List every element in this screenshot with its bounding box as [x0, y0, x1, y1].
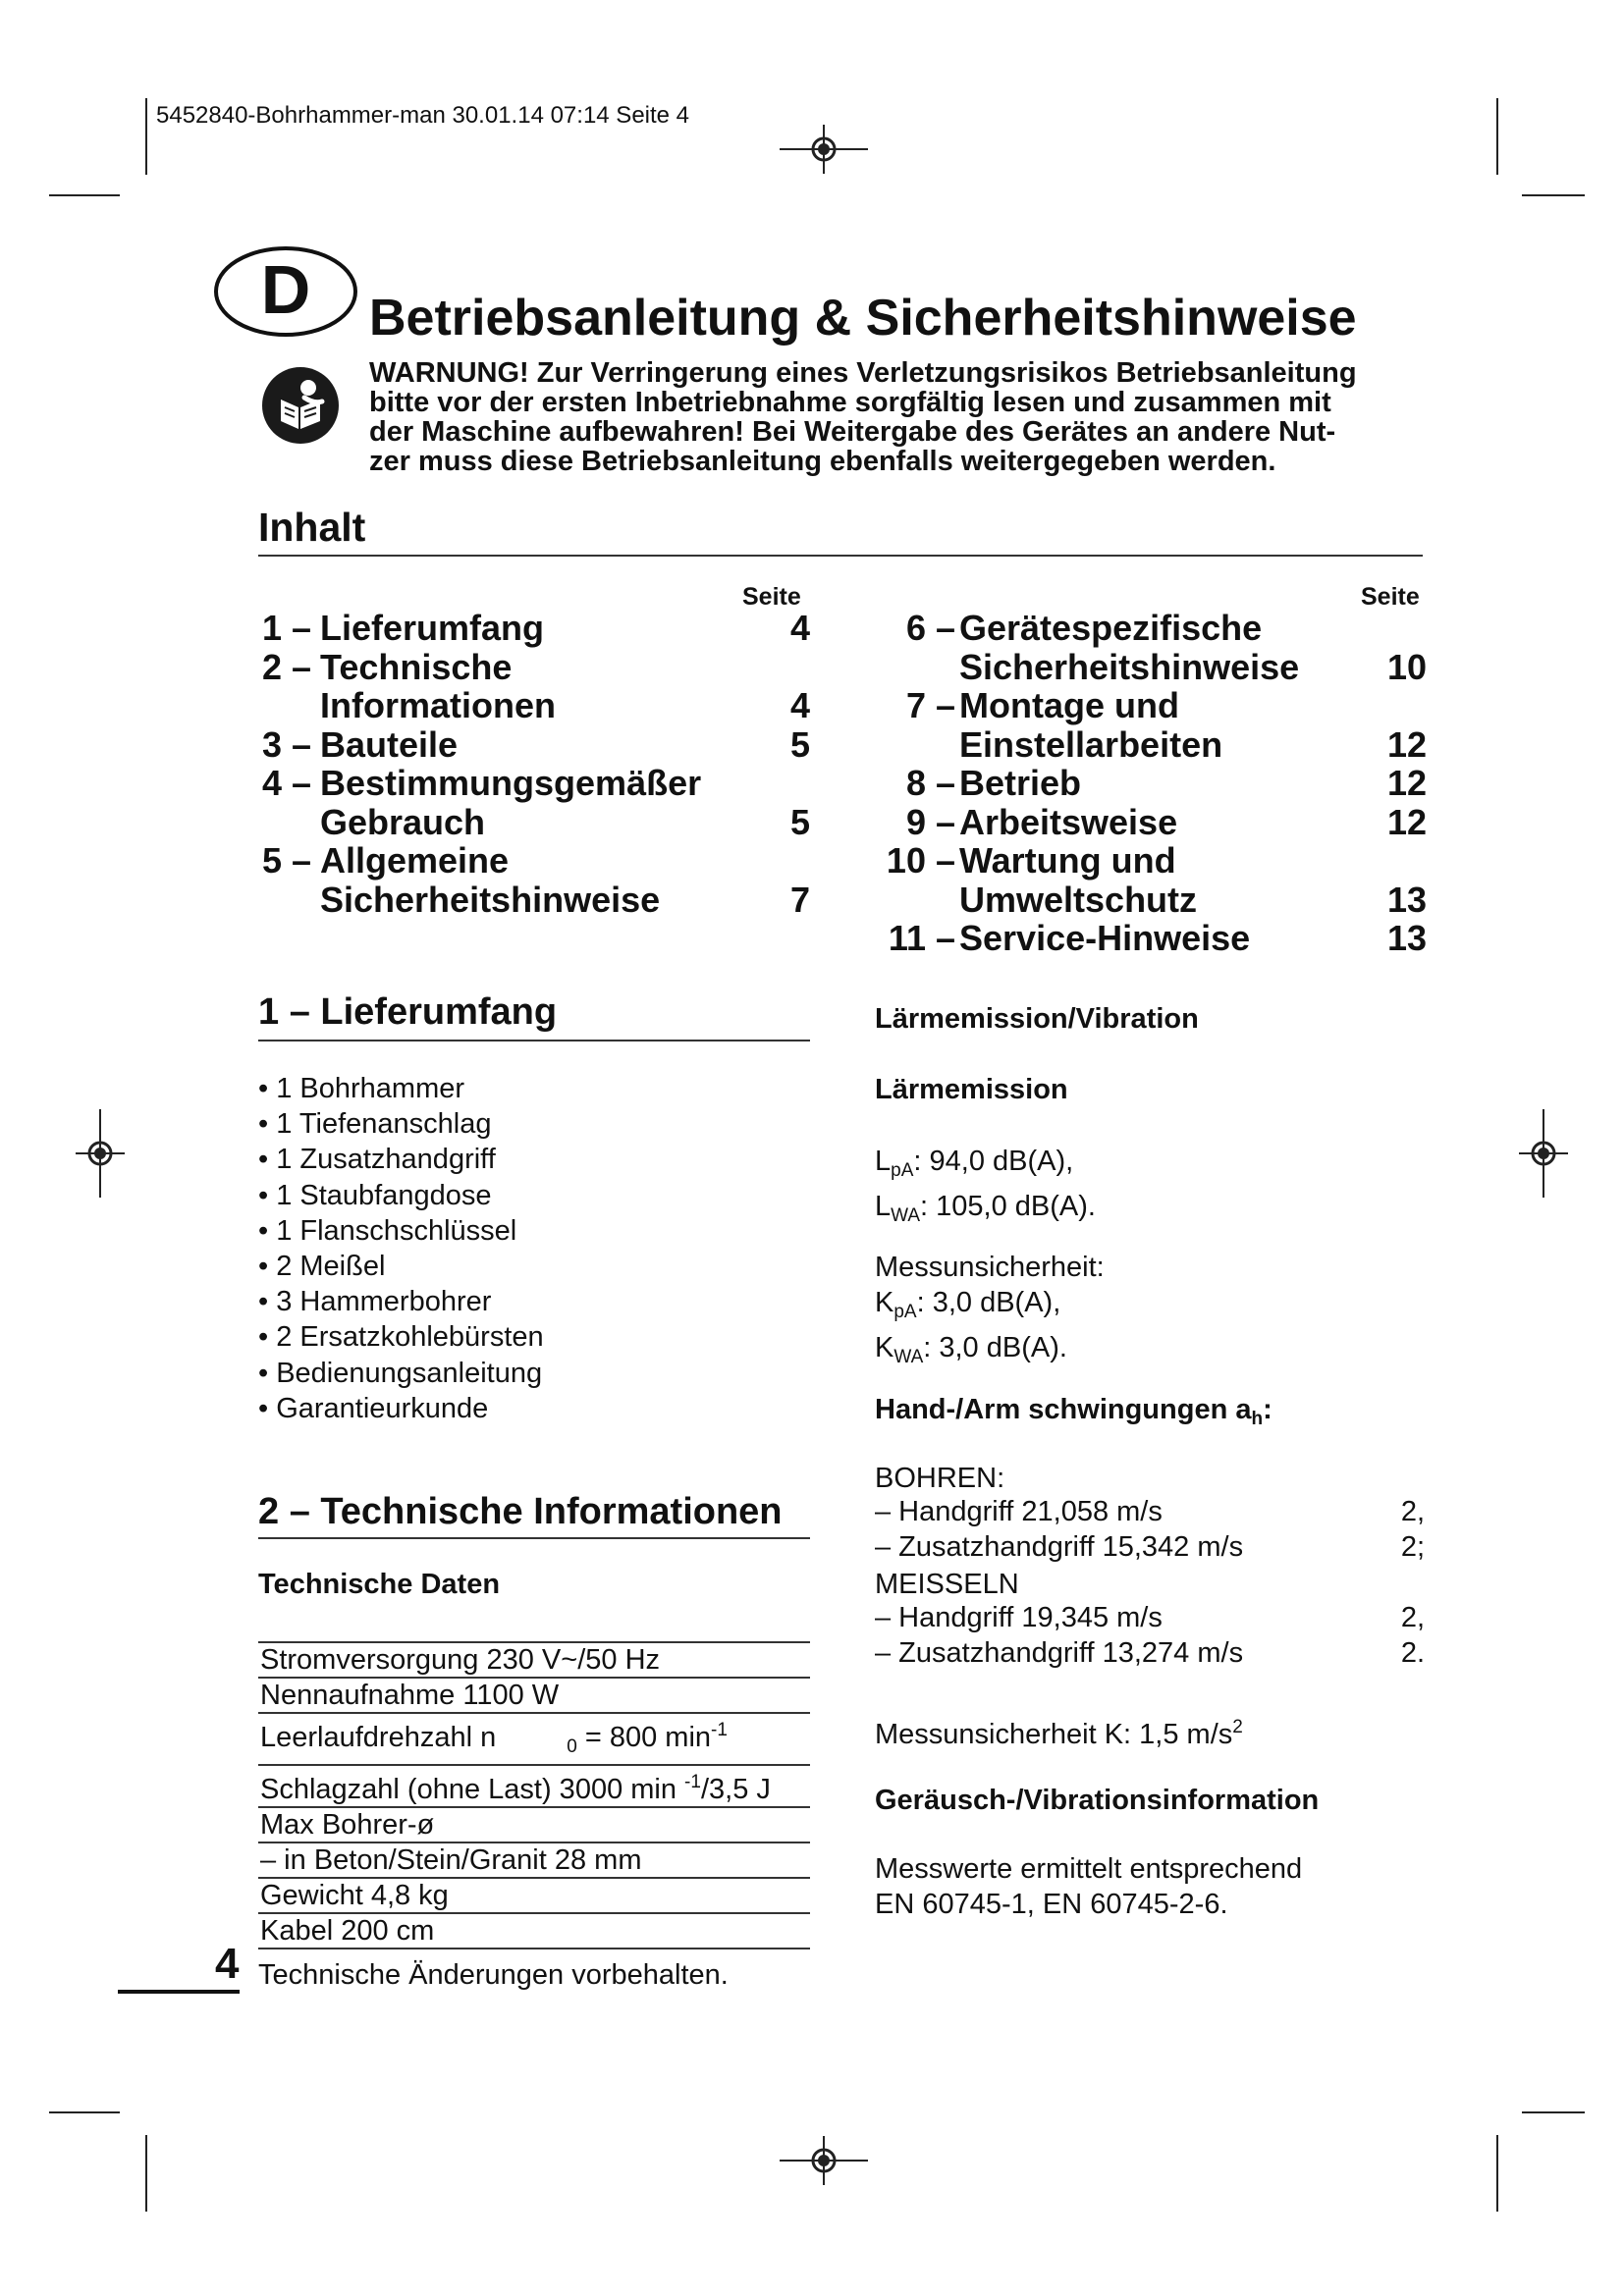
warning-text [369, 358, 1390, 476]
crop-mark [1522, 194, 1585, 196]
toc-right [867, 609, 1427, 958]
hand-arm-vibration-heading: Hand-/Arm schwingungen $a_h$: [875, 1394, 1272, 1429]
crop-mark [1496, 98, 1498, 175]
tech-data-table [258, 1641, 810, 1949]
table-row [258, 1842, 810, 1878]
crop-mark [49, 194, 120, 196]
toc-entry[interactable]: Gebrauch 5 [320, 801, 810, 842]
toc-entry[interactable]: 4 – Bestimmungsgemäßer [261, 763, 702, 803]
list-item: • 1 Flanschschlüssel [258, 1214, 517, 1247]
noise-values [875, 1144, 1096, 1234]
list-item: • 1 Staubfangdose [258, 1179, 492, 1211]
registration-mark-icon [76, 1109, 125, 1198]
warning-line: zer muss diese Betriebsanleitung ebenfalls weitergegeben werden. [369, 446, 1276, 477]
toc-left [258, 609, 810, 919]
chisel-label: MEISSELN [875, 1569, 1019, 1600]
list-item: • 1 Zusatzhandgriff [258, 1144, 496, 1176]
uncertainty-kpa: $K_{pA}$: 3,0 dB(A), [875, 1287, 1061, 1322]
toc-entry[interactable]: 1 – Lieferumfang 4 [261, 608, 810, 648]
toc-entry[interactable]: 10 – Wartung und [886, 840, 1176, 881]
crop-mark [1522, 2111, 1585, 2113]
contents-heading: Inhalt [258, 505, 366, 550]
sound-power-level: $L_{WA}$: 105,0 dB(A). [875, 1191, 1096, 1226]
warning-line: bitte vor der ersten Inbetriebnahme sorgfältig lesen und zusammen mit [369, 387, 1331, 418]
toc-entry[interactable]: 8 – Betrieb 12 [905, 763, 1427, 803]
vibration-uncertainty: Messunsicherheit K: 1,5 $m/s^2$ [875, 1717, 1243, 1750]
toc-entry[interactable]: Sicherheitshinweise 10 [959, 646, 1427, 687]
vibration-row: – Zusatzhandgriff 13,274 m/s 2. [875, 1637, 1425, 1669]
vibration-row: – Handgriff 21,058 m/s 2, [875, 1496, 1425, 1527]
contents-rule [258, 555, 1423, 557]
list-item: • 2 Ersatzkohlebürsten [258, 1321, 544, 1354]
list-item: • 1 Tiefenanschlag [258, 1108, 492, 1141]
info-line: EN 60745-1, EN 60745-2-6. [875, 1889, 1228, 1920]
toc-entry[interactable]: 7 – Montage und [905, 685, 1179, 725]
table-cell: Leerlaufdrehzahl n $_0$ = 800 $\min^{-1}$ [258, 1713, 810, 1765]
toc-entry[interactable]: 5 – Allgemeine [261, 840, 510, 881]
contents-page-label: Seite [1361, 583, 1420, 611]
section-rule [258, 1040, 810, 1041]
warning-line: WARNUNG! Zur Verringerung eines Verletzungsrisikos Betriebsanleitung [369, 357, 1357, 389]
table-row [258, 1713, 810, 1765]
table-cell: Nennaufnahme 1100 W [258, 1678, 810, 1713]
info-text [875, 1851, 1302, 1922]
list-item: • 1 Bohrhammer [258, 1073, 465, 1104]
table-row [258, 1807, 810, 1842]
section-heading: 2 – Technische Informationen [258, 1491, 783, 1532]
list-item: • Bedienungsanleitung [258, 1357, 543, 1389]
toc-entry[interactable]: Einstellarbeiten 12 [959, 723, 1427, 765]
read-manual-icon [261, 366, 340, 445]
noise-vibration-info-heading: Geräusch-/Vibrationsinformation [875, 1785, 1320, 1816]
toc-entry[interactable]: 11 – Service-Hinweise 13 [888, 918, 1427, 958]
uncertainty-kwa: $K_{WA}$: 3,0 dB(A). [875, 1332, 1067, 1367]
toc-entry[interactable]: Umweltschutz 13 [959, 879, 1427, 920]
table-cell: Stromversorgung 230 V~/50 Hz [258, 1642, 810, 1678]
vibration-row: – Handgriff 19,345 m/s 2, [875, 1602, 1425, 1633]
table-cell: – in Beton/Stein/Granit 28 mm [258, 1842, 810, 1878]
drill-label: BOHREN: [875, 1463, 1005, 1494]
table-row [258, 1678, 810, 1713]
uncertainty-label: Messunsicherheit: [875, 1252, 1105, 1283]
tech-data-heading: Technische Daten [258, 1569, 501, 1600]
crop-mark [1496, 2135, 1498, 2212]
table-cell: Kabel 200 cm [258, 1913, 810, 1949]
vibration-row: – Zusatzhandgriff 15,342 m/s 2; [875, 1531, 1425, 1563]
footer-rule [118, 1990, 240, 1994]
table-cell: Gewicht 4,8 kg [258, 1878, 810, 1913]
registration-mark-icon [1519, 1109, 1568, 1198]
language-code: D [260, 251, 311, 328]
section-rule [258, 1537, 810, 1539]
table-row [258, 1878, 810, 1913]
measurement-uncertainty [875, 1250, 1105, 1375]
table-cell: Max Bohrer-ø [258, 1807, 810, 1842]
toc-entry[interactable]: Sicherheitshinweise 7 [320, 879, 810, 920]
noise-emission-heading: Lärmemission [875, 1074, 1068, 1105]
contents-page-label: Seite [742, 583, 801, 611]
crop-mark [145, 98, 147, 175]
toc-entry[interactable]: 9 – Arbeitsweise 12 [905, 801, 1427, 842]
list-item: • Garantieurkunde [258, 1392, 489, 1424]
page-number: 4 [215, 1940, 240, 1988]
toc-entry[interactable]: 3 – Bauteile 5 [261, 723, 810, 765]
list-item: • 3 Hammerbohrer [258, 1286, 492, 1318]
print-header: 5452840-Bohrhammer-man 30.01.14 07:14 Seite 4 [156, 102, 690, 129]
scope-of-delivery-list [258, 1071, 544, 1426]
section-heading: 1 – Lieferumfang [258, 991, 558, 1033]
noise-vibration-heading: Lärmemission/Vibration [875, 1003, 1199, 1035]
registration-mark-icon [780, 125, 868, 174]
info-line: Messwerte ermittelt entsprechend [875, 1853, 1303, 1885]
table-row [258, 1765, 810, 1807]
toc-entry[interactable]: 2 – Technische [261, 646, 513, 687]
table-row [258, 1642, 810, 1678]
sound-pressure-level: $L_{pA}$: 94,0 dB(A), [875, 1146, 1074, 1181]
registration-mark-icon [780, 2136, 868, 2185]
language-badge [214, 244, 357, 339]
crop-mark [49, 2111, 120, 2113]
toc-entry[interactable]: 6 – Gerätespezifische [905, 608, 1263, 648]
table-row [258, 1913, 810, 1949]
list-item: • 2 Meißel [258, 1251, 386, 1283]
toc-entry[interactable]: Informationen 4 [320, 685, 810, 725]
page-title: Betriebsanleitung & Sicherheitshinweise [369, 290, 1357, 347]
warning-line: der Maschine aufbewahren! Bei Weitergabe des Gerätes an andere Nut- [369, 416, 1336, 448]
crop-mark [145, 2135, 147, 2212]
table-cell: Schlagzahl (ohne Last) 3000 min $^{-1}$/3,5 J [258, 1765, 810, 1807]
footer-note: Technische Änderungen vorbehalten. [258, 1959, 729, 1991]
